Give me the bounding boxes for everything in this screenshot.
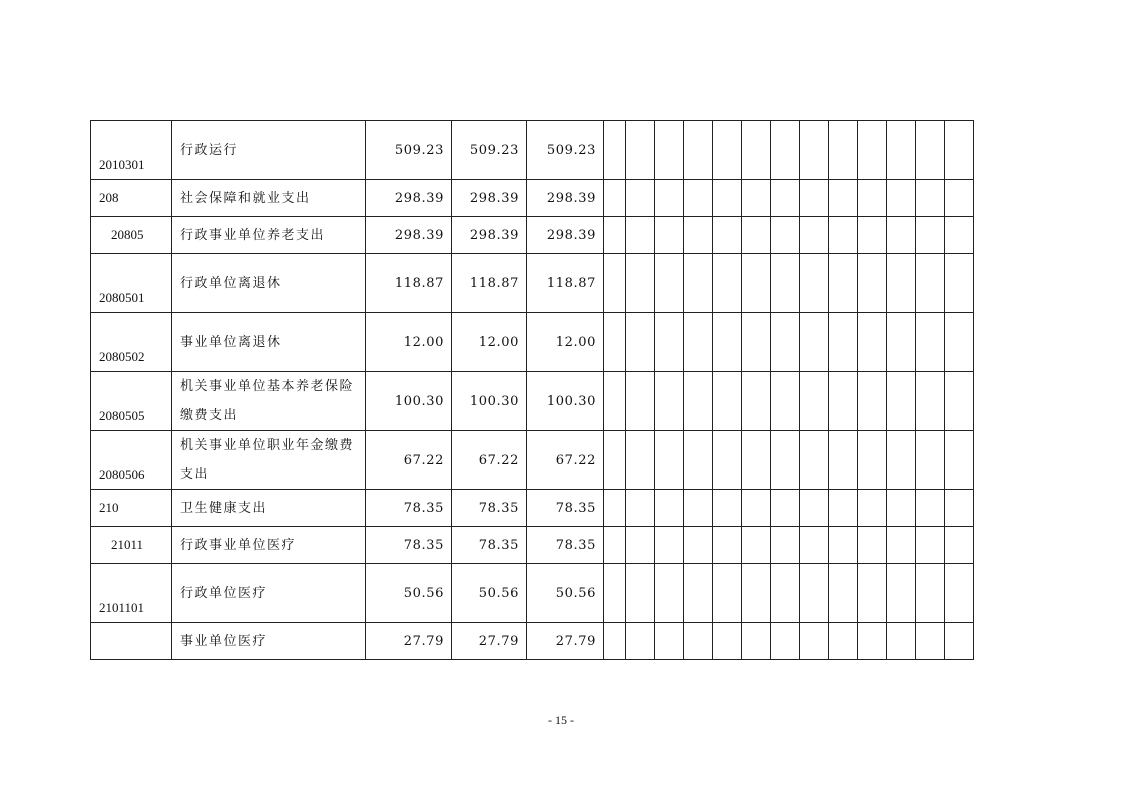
empty-cell	[771, 564, 800, 623]
empty-cell	[713, 217, 742, 254]
empty-cell	[604, 527, 626, 564]
empty-cell	[655, 313, 684, 372]
empty-cell	[858, 623, 887, 660]
empty-cell	[829, 121, 858, 180]
empty-cell	[626, 372, 655, 431]
subject-code: 20805	[111, 227, 144, 242]
amount-cell-3: 67.22	[527, 431, 604, 490]
code-cell	[91, 527, 172, 564]
empty-cell	[916, 527, 945, 564]
empty-cell	[713, 372, 742, 431]
empty-cell	[655, 623, 684, 660]
amount-cell-2: 298.39	[452, 217, 527, 254]
amount-cell-1: 118.87	[366, 254, 452, 313]
empty-cell	[887, 431, 916, 490]
table-row	[91, 254, 974, 313]
amount-cell-1: 298.39	[366, 180, 452, 217]
amount-cell-2: 67.22	[452, 431, 527, 490]
empty-cell	[713, 623, 742, 660]
empty-cell	[916, 623, 945, 660]
table-row	[91, 313, 974, 372]
subject-code: 2080506	[99, 467, 145, 482]
empty-cell	[916, 564, 945, 623]
empty-cell	[626, 623, 655, 660]
subject-name: 社会保障和就业支出	[172, 180, 366, 217]
empty-cell	[916, 121, 945, 180]
table-row	[91, 490, 974, 527]
empty-cell	[916, 180, 945, 217]
subject-code: 21011	[111, 537, 144, 552]
empty-cell	[829, 490, 858, 527]
empty-cell	[604, 121, 626, 180]
amount-cell-2: 298.39	[452, 180, 527, 217]
empty-cell	[945, 372, 974, 431]
amount-cell-2: 509.23	[452, 121, 527, 180]
amount-cell-2: 12.00	[452, 313, 527, 372]
empty-cell	[829, 623, 858, 660]
budget-table	[90, 120, 974, 660]
code-cell	[91, 313, 172, 372]
subject-name: 行政事业单位养老支出	[172, 217, 366, 254]
empty-cell	[887, 564, 916, 623]
code-cell	[91, 431, 172, 490]
amount-cell-3: 298.39	[527, 180, 604, 217]
empty-cell	[800, 490, 829, 527]
empty-cell	[604, 254, 626, 313]
empty-cell	[945, 564, 974, 623]
table-row	[91, 623, 974, 660]
empty-cell	[626, 431, 655, 490]
empty-cell	[829, 180, 858, 217]
empty-cell	[800, 313, 829, 372]
empty-cell	[684, 217, 713, 254]
empty-cell	[655, 564, 684, 623]
amount-cell-1: 67.22	[366, 431, 452, 490]
empty-cell	[829, 564, 858, 623]
empty-cell	[742, 180, 771, 217]
empty-cell	[742, 431, 771, 490]
empty-cell	[916, 490, 945, 527]
empty-cell	[771, 490, 800, 527]
amount-cell-1: 78.35	[366, 490, 452, 527]
empty-cell	[829, 527, 858, 564]
empty-cell	[655, 490, 684, 527]
empty-cell	[800, 372, 829, 431]
empty-cell	[604, 313, 626, 372]
empty-cell	[945, 217, 974, 254]
amount-cell-2: 118.87	[452, 254, 527, 313]
empty-cell	[626, 490, 655, 527]
empty-cell	[887, 372, 916, 431]
empty-cell	[713, 527, 742, 564]
empty-cell	[742, 121, 771, 180]
code-cell	[91, 564, 172, 623]
empty-cell	[684, 623, 713, 660]
empty-cell	[771, 623, 800, 660]
empty-cell	[945, 527, 974, 564]
empty-cell	[655, 121, 684, 180]
subject-code: 210	[99, 500, 119, 515]
empty-cell	[684, 564, 713, 623]
empty-cell	[858, 372, 887, 431]
empty-cell	[655, 254, 684, 313]
empty-cell	[655, 372, 684, 431]
amount-cell-3: 509.23	[527, 121, 604, 180]
empty-cell	[858, 254, 887, 313]
empty-cell	[800, 217, 829, 254]
empty-cell	[829, 313, 858, 372]
empty-cell	[684, 431, 713, 490]
table-row	[91, 372, 974, 431]
amount-cell-3: 298.39	[527, 217, 604, 254]
empty-cell	[713, 121, 742, 180]
empty-cell	[684, 121, 713, 180]
empty-cell	[655, 217, 684, 254]
empty-cell	[626, 180, 655, 217]
empty-cell	[945, 121, 974, 180]
subject-name: 事业单位医疗	[172, 623, 366, 660]
empty-cell	[713, 313, 742, 372]
code-cell	[91, 180, 172, 217]
subject-name: 行政单位离退休	[172, 254, 366, 313]
amount-cell-2: 78.35	[452, 527, 527, 564]
empty-cell	[655, 431, 684, 490]
empty-cell	[916, 254, 945, 313]
page-number: - 15 -	[548, 713, 574, 727]
subject-code: 2080501	[99, 290, 145, 305]
code-cell	[91, 217, 172, 254]
subject-name: 卫生健康支出	[172, 490, 366, 527]
empty-cell	[916, 431, 945, 490]
table-row	[91, 180, 974, 217]
empty-cell	[626, 217, 655, 254]
table-row	[91, 217, 974, 254]
empty-cell	[742, 527, 771, 564]
empty-cell	[800, 431, 829, 490]
empty-cell	[626, 121, 655, 180]
subject-name: 行政单位医疗	[172, 564, 366, 623]
amount-cell-1: 50.56	[366, 564, 452, 623]
subject-code: 2080502	[99, 349, 145, 364]
empty-cell	[713, 254, 742, 313]
empty-cell	[887, 217, 916, 254]
empty-cell	[887, 180, 916, 217]
empty-cell	[771, 431, 800, 490]
amount-cell-3: 78.35	[527, 490, 604, 527]
empty-cell	[800, 564, 829, 623]
amount-cell-1: 27.79	[366, 623, 452, 660]
empty-cell	[684, 254, 713, 313]
subject-name: 机关事业单位职业年金缴费支出	[172, 431, 366, 490]
empty-cell	[626, 564, 655, 623]
code-cell	[91, 372, 172, 431]
empty-cell	[742, 217, 771, 254]
amount-cell-1: 12.00	[366, 313, 452, 372]
empty-cell	[858, 431, 887, 490]
empty-cell	[655, 180, 684, 217]
empty-cell	[829, 254, 858, 313]
empty-cell	[945, 313, 974, 372]
empty-cell	[800, 527, 829, 564]
empty-cell	[771, 313, 800, 372]
table-body	[91, 121, 974, 660]
empty-cell	[858, 217, 887, 254]
subject-code: 2010301	[99, 157, 145, 172]
empty-cell	[800, 254, 829, 313]
subject-name: 机关事业单位基本养老保险缴费支出	[172, 372, 366, 431]
amount-cell-3: 27.79	[527, 623, 604, 660]
empty-cell	[887, 490, 916, 527]
empty-cell	[771, 372, 800, 431]
table-row	[91, 121, 974, 180]
subject-code: 2080505	[99, 408, 145, 423]
empty-cell	[742, 490, 771, 527]
empty-cell	[800, 121, 829, 180]
empty-cell	[604, 623, 626, 660]
empty-cell	[713, 180, 742, 217]
empty-cell	[945, 623, 974, 660]
empty-cell	[887, 623, 916, 660]
empty-cell	[684, 527, 713, 564]
table-row	[91, 527, 974, 564]
empty-cell	[604, 217, 626, 254]
amount-cell-3: 100.30	[527, 372, 604, 431]
empty-cell	[604, 431, 626, 490]
empty-cell	[684, 490, 713, 527]
table-row	[91, 564, 974, 623]
empty-cell	[771, 217, 800, 254]
subject-code: 2101101	[99, 600, 145, 615]
subject-name: 事业单位离退休	[172, 313, 366, 372]
empty-cell	[945, 180, 974, 217]
amount-cell-1: 100.30	[366, 372, 452, 431]
empty-cell	[829, 431, 858, 490]
amount-cell-3: 12.00	[527, 313, 604, 372]
empty-cell	[742, 254, 771, 313]
empty-cell	[887, 313, 916, 372]
empty-cell	[887, 527, 916, 564]
empty-cell	[771, 527, 800, 564]
empty-cell	[800, 180, 829, 217]
empty-cell	[945, 431, 974, 490]
amount-cell-1: 78.35	[366, 527, 452, 564]
empty-cell	[887, 254, 916, 313]
empty-cell	[858, 527, 887, 564]
empty-cell	[742, 372, 771, 431]
empty-cell	[604, 564, 626, 623]
empty-cell	[713, 431, 742, 490]
empty-cell	[858, 121, 887, 180]
amount-cell-1: 298.39	[366, 217, 452, 254]
empty-cell	[742, 313, 771, 372]
amount-cell-1: 509.23	[366, 121, 452, 180]
subject-name: 行政运行	[172, 121, 366, 180]
amount-cell-2: 78.35	[452, 490, 527, 527]
empty-cell	[829, 372, 858, 431]
empty-cell	[626, 313, 655, 372]
empty-cell	[829, 217, 858, 254]
empty-cell	[858, 313, 887, 372]
empty-cell	[604, 372, 626, 431]
empty-cell	[887, 121, 916, 180]
empty-cell	[771, 121, 800, 180]
empty-cell	[742, 564, 771, 623]
empty-cell	[916, 313, 945, 372]
empty-cell	[655, 527, 684, 564]
empty-cell	[604, 180, 626, 217]
amount-cell-3: 78.35	[527, 527, 604, 564]
code-cell	[91, 254, 172, 313]
code-cell	[91, 490, 172, 527]
amount-cell-2: 100.30	[452, 372, 527, 431]
amount-cell-3: 118.87	[527, 254, 604, 313]
empty-cell	[604, 490, 626, 527]
empty-cell	[771, 254, 800, 313]
amount-cell-2: 27.79	[452, 623, 527, 660]
amount-cell-2: 50.56	[452, 564, 527, 623]
empty-cell	[916, 372, 945, 431]
empty-cell	[742, 623, 771, 660]
subject-code: 208	[99, 190, 119, 205]
empty-cell	[858, 180, 887, 217]
empty-cell	[626, 254, 655, 313]
empty-cell	[684, 180, 713, 217]
empty-cell	[684, 372, 713, 431]
code-cell	[91, 623, 172, 660]
subject-name: 行政事业单位医疗	[172, 527, 366, 564]
empty-cell	[626, 527, 655, 564]
empty-cell	[684, 313, 713, 372]
empty-cell	[945, 490, 974, 527]
empty-cell	[916, 217, 945, 254]
table-row	[91, 431, 974, 490]
empty-cell	[858, 490, 887, 527]
amount-cell-3: 50.56	[527, 564, 604, 623]
empty-cell	[945, 254, 974, 313]
empty-cell	[800, 623, 829, 660]
empty-cell	[858, 564, 887, 623]
code-cell	[91, 121, 172, 180]
empty-cell	[713, 490, 742, 527]
empty-cell	[771, 180, 800, 217]
empty-cell	[713, 564, 742, 623]
